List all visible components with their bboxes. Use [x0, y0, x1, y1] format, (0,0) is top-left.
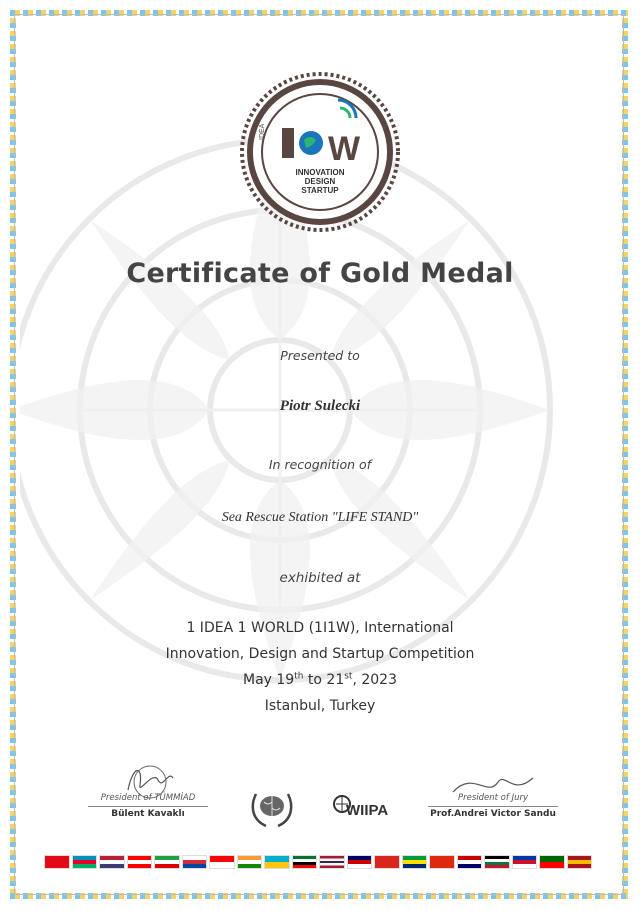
- flag-china: [429, 855, 455, 869]
- flag-malaysia-2: [457, 855, 483, 869]
- flag-malaysia: [347, 855, 373, 869]
- wiipa-text: WIIPA: [346, 802, 389, 819]
- flag-usa: [99, 855, 125, 869]
- flag-south-korea: [182, 855, 208, 869]
- wiipa-logo: [332, 794, 390, 824]
- flag-spain: [567, 855, 593, 869]
- right-signature-line: [428, 806, 558, 807]
- idea-world-logo: [238, 70, 402, 234]
- event-line-1: 1 IDEA 1 WORLD (1I1W), International: [186, 620, 454, 636]
- logo-line-2: DESIGN: [304, 177, 336, 186]
- recipient-name: Piotr Sulecki: [279, 398, 361, 414]
- flag-indonesia: [209, 855, 235, 869]
- flag-jordan: [484, 855, 510, 869]
- presented-to-label: Presented to: [280, 348, 360, 363]
- flag-philippines: [512, 855, 538, 869]
- brain-laurel-logo: [248, 786, 296, 830]
- flag-kazakhstan: [264, 855, 290, 869]
- flag-azerbaijan: [72, 855, 98, 869]
- flag-iran: [154, 855, 180, 869]
- invention-title: Sea Rescue Station "LIFE STAND": [221, 510, 419, 525]
- event-dates: May 19th to 21st, 2023: [243, 671, 397, 688]
- right-signature-name: Prof.Andrei Victor Sandu: [430, 809, 556, 819]
- right-signature-block: [428, 770, 558, 819]
- flag-brazil: [402, 855, 428, 869]
- flag-vietnam: [374, 855, 400, 869]
- certificate-title: Certificate of Gold Medal: [126, 258, 514, 289]
- logo-line-3: STARTUP: [301, 186, 339, 195]
- right-signature-role: President of Jury: [457, 793, 528, 803]
- flag-india: [237, 855, 263, 869]
- country-flags-row: [44, 855, 592, 871]
- left-signature-line: [88, 806, 208, 807]
- flag-thailand: [319, 855, 345, 869]
- flag-uae: [292, 855, 318, 869]
- flag-canada: [127, 855, 153, 869]
- flag-turkey: [44, 855, 70, 869]
- logo-side-text: IDEA: [259, 123, 266, 140]
- left-signature-block: [88, 760, 208, 819]
- flag-portugal: [539, 855, 565, 869]
- svg-text:W: W: [328, 130, 361, 168]
- logo-line-1: INNOVATION: [295, 168, 345, 177]
- left-signature-role: President of TÜMMİAD: [100, 793, 196, 803]
- left-signature-name: Bülent Kavaklı: [111, 809, 185, 819]
- event-location: Istanbul, Turkey: [264, 698, 376, 714]
- event-line-2: Innovation, Design and Startup Competition: [165, 646, 475, 662]
- exhibited-label: exhibited at: [279, 570, 361, 586]
- recognition-label: In recognition of: [268, 457, 372, 472]
